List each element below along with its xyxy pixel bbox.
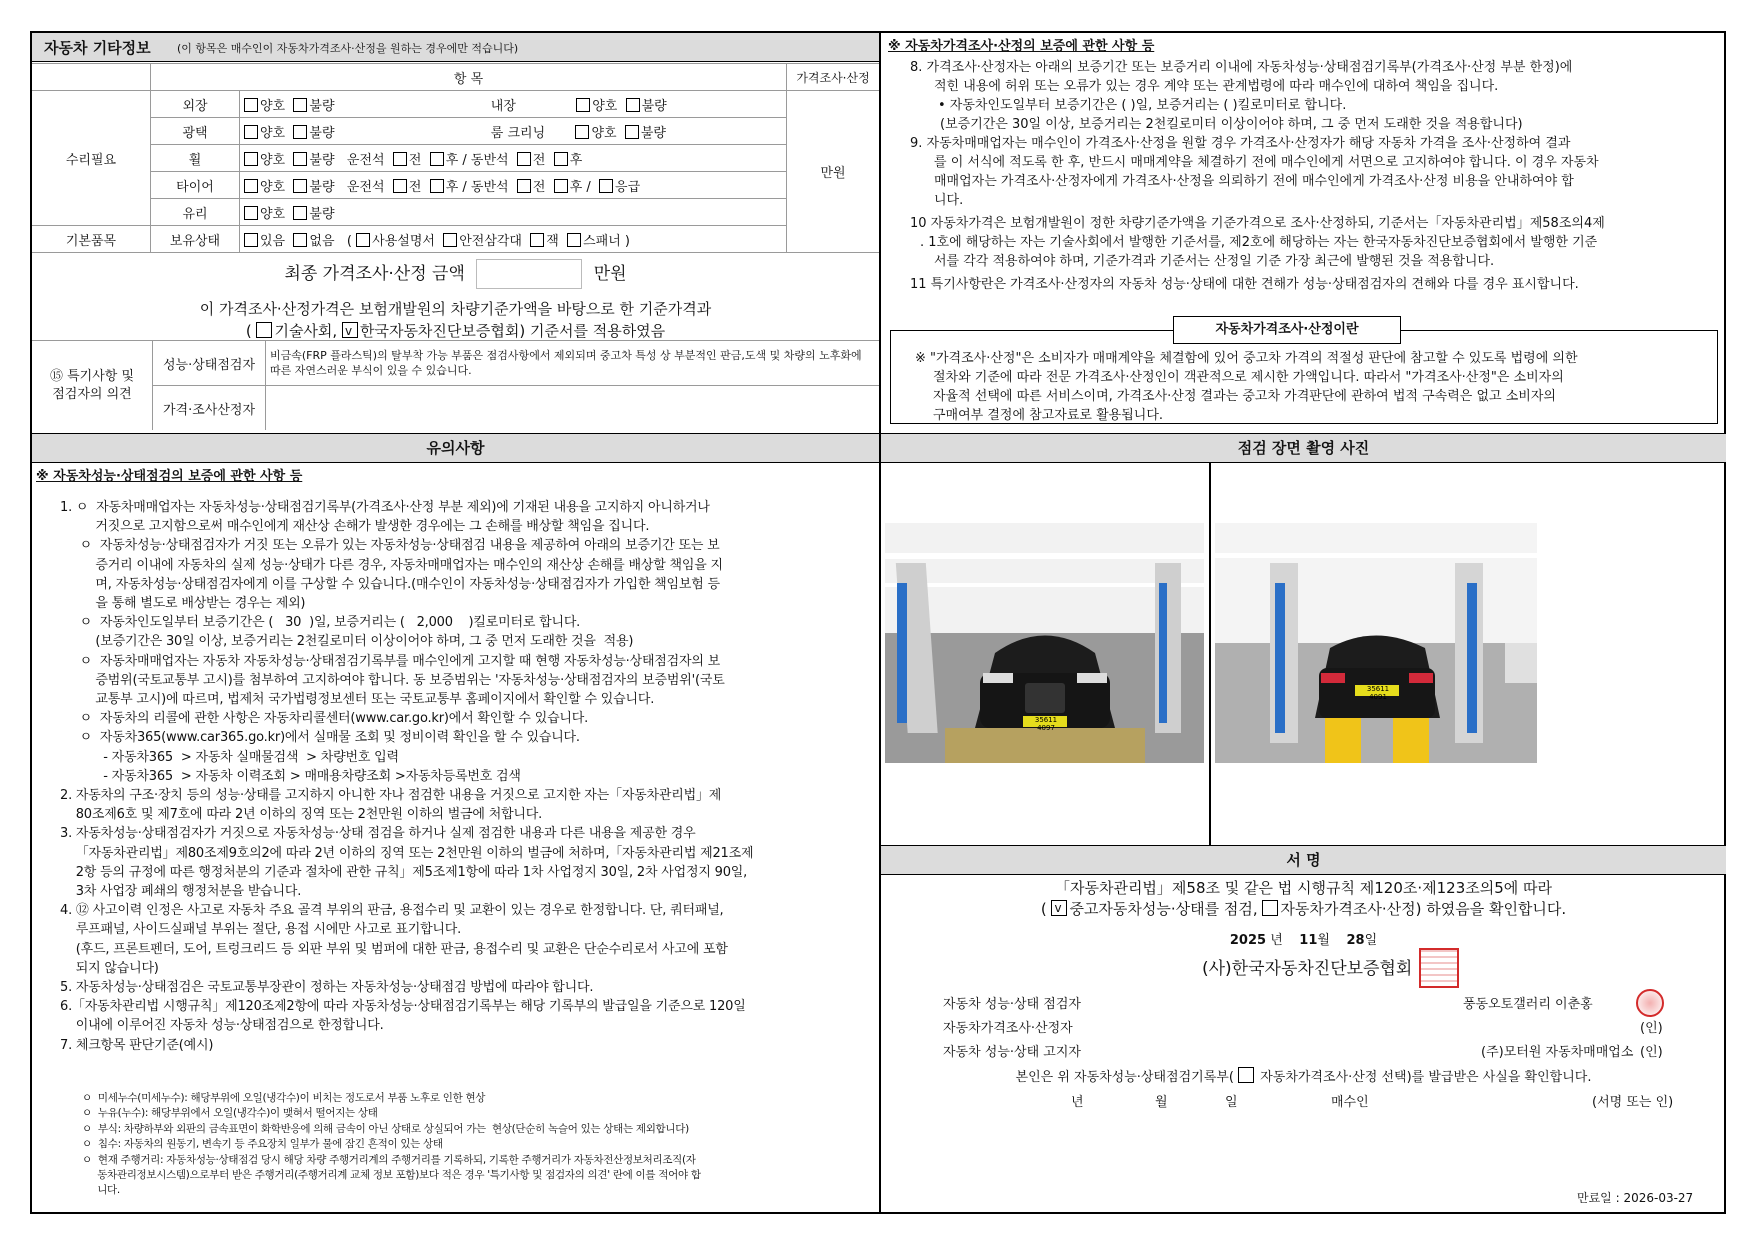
notes-line: 증범위(국토교통부 고시)를 첨부하여 고지하여야 합니다. 동 보증범위는 '자동차성능·상태점검자의 보증범위'(국토	[60, 672, 725, 688]
option-label: 양호	[592, 98, 618, 114]
item-8-line: • 자동차인도일부터 보증기간은 ( )일, 보증거리는 ( )킬로미터로 합니다.	[938, 98, 1347, 113]
signature-line-1: 「자동차관리법」제58조 및 같은 법 시행규칙 제120조·제123조의5에 따라	[1054, 879, 1553, 897]
basis-kada-checkbox[interactable]	[342, 322, 358, 338]
item-9-line: 9. 자동차매매업자는 매수인이 가격조사·산정을 원할 경우 가격조사·산정자가 해당 자동차 가격을 조사·산정하여 결과	[910, 136, 1571, 151]
notes-line: (후드, 프론트펜더, 도어, 트렁크리드 등 외판 부위 및 범퍼에 대한 판금, 용접수리 및 교환은 단순수리로서 사고에 포함	[60, 941, 728, 957]
notes-line: (보증기간은 30일 이상, 보증거리는 2천킬로미터 이상이어야 하며, 그 중 먼저 도래한 것을 적용)	[60, 634, 634, 650]
expiry-date: 만료일 : 2026-03-27	[1577, 1191, 1694, 1205]
glass-bad-checkbox[interactable]	[293, 206, 307, 220]
rear-label: 후 /	[569, 179, 591, 195]
signatories	[943, 995, 1713, 1105]
basis-line-1: 이 가격조사·산정가격은 보험개발원의 차량기준가액을 바탕으로 한 기준가격과	[199, 300, 712, 318]
buyer-signature-row	[881, 1091, 1726, 1111]
price-guarantee-text	[910, 58, 1720, 294]
criteria-line: 니다.	[82, 1184, 120, 1197]
gloss-bad-checkbox[interactable]	[293, 125, 307, 139]
notes-line: 증거리 이내에 자동차의 실제 성능·상태가 다른 경우, 자동차매매업자는 매수인의 재산상 손해를 배상할 책임을 지	[60, 557, 723, 573]
notes-line: 되지 않습니다)	[60, 960, 159, 976]
item-9-line: 매매업자는 가격조사·산정자에게 가격조사·산정을 의뢰하기 전에 매수인에게 가격조사·산정 비용을 안내하여야 합	[934, 174, 1574, 189]
date-month-unit: 월	[1317, 933, 1330, 948]
photos-section-bar: 점검 장면 촬영 사진	[881, 433, 1726, 463]
signature-section-bar: 서 명	[881, 845, 1726, 875]
signature-date	[881, 929, 1726, 948]
spanner-label: 스패너 )	[583, 233, 630, 249]
signature-statement	[881, 878, 1726, 920]
notes-line: ㅇ 자동차365(www.car365.go.kr)에서 실매물 조회 및 정비이력 확인을 할 수 있습니다.	[60, 730, 580, 746]
row-room-cleaning-label: 룸 크리닝	[490, 125, 546, 141]
price-guarantee-heading: ※ 자동차가격조사·산정의 보증에 관한 사항 등	[888, 39, 1155, 54]
signature-line-2	[881, 899, 1726, 920]
notes-line: 교통부 고시)에 따르며, 법제처 국가법령정보센터 또는 국토교통부 홈페이지에서 확인할 수 있습니다.	[60, 692, 655, 708]
price-unit-cell: 만원	[787, 91, 880, 253]
appraiser-label: 자동차가격조사·산정자	[943, 1021, 1073, 1036]
row-glass-options	[240, 199, 787, 226]
buyer-price-checkbox[interactable]	[1238, 1067, 1254, 1083]
final-price-unit: 만원	[593, 264, 627, 284]
paren-label: (	[245, 322, 252, 340]
option-label: 불량	[309, 179, 335, 195]
definition-line: 구매여부 결정에 참고자료로 활용됩니다.	[933, 408, 1164, 423]
notes-line: 2. 자동차의 구조·장치 등의 성능·상태를 고지하지 아니한 자나 점검한 내용을 거짓으로 고지한 자는「자동차관리법」제	[60, 788, 722, 804]
row-wheel-label: 휠	[151, 145, 240, 172]
notifier-seal-label: (인)	[1640, 1045, 1663, 1060]
price-definition-text	[915, 349, 1705, 425]
row-exterior-options	[240, 91, 787, 118]
criteria-line: ㅇ 부식: 차량하부와 외판의 금속표면이 화학반응에 의해 금속이 아닌 상태로 상실되어 가는 현상(단순히 녹슬어 있는 상태는 제외합니다)	[82, 1122, 689, 1135]
notes-line: ㅇ 자동차의 리콜에 관한 사항은 자동차리콜센터(www.car.go.kr)에서 확인할 수 있습니다.	[60, 711, 589, 727]
basis-statement	[32, 298, 879, 342]
row-gloss-options	[240, 118, 787, 145]
front-plate-text: 35611 4097	[1034, 716, 1058, 732]
buyer-date-year: 년	[1071, 1095, 1084, 1110]
room-cleaning-bad-checkbox[interactable]	[625, 125, 639, 139]
row-interior-label: 내장	[490, 98, 516, 114]
car-rear-photo-icon	[1215, 523, 1537, 763]
option-label: 양호	[591, 125, 617, 141]
item-10-line: 서를 각각 적용하여야 하며, 기준가격과 기준서는 산정일 기준 가장 최근에 발행된 것을 적용합니다.	[934, 254, 1495, 269]
buyer-date-month: 월	[1155, 1095, 1168, 1110]
manual-label: 사용설명서	[372, 233, 435, 249]
notifier-name: (주)모터원 자동차매매업소	[1481, 1045, 1634, 1060]
have-label: 있음	[260, 233, 286, 249]
front-label: 전	[532, 179, 546, 195]
basis-line-2	[32, 320, 879, 342]
special-remarks-label-1: ⑮ 특기사항 및	[49, 368, 135, 384]
tire-passenger-front-checkbox[interactable]	[517, 179, 531, 193]
basis-tech-society-label: 기술사회,	[274, 322, 338, 340]
notes-line: 3. 자동차성능·상태점검자가 거짓으로 자동차성능·상태 점검을 하거나 실제 점검한 내용과 다른 내용을 제공한 경우	[60, 826, 696, 842]
group-basic-label: 기본품목	[32, 226, 151, 253]
notes-line: - 자동차365 > 자동차 실매물검색 > 차량번호 입력	[60, 749, 399, 765]
inspection-photo-front	[885, 523, 1204, 763]
notes-line: 이내에 이루어진 자동차 성능·상태점검으로 한정합니다.	[60, 1018, 384, 1034]
rear-label: 후	[569, 152, 583, 168]
row-holding-options	[240, 226, 787, 253]
row-tire-options	[240, 172, 787, 199]
inspection-label: 중고자동차성능·상태를 점검,	[1069, 900, 1258, 918]
notes-line: 을 통해 별도로 배상받는 경우는 제외)	[60, 596, 306, 612]
notes-line: 6.「자동차관리법 시행규칙」제120조제2항에 따라 자동차성능·상태점검기록부는 해당 기록부의 발급일을 기준으로 120일	[60, 999, 746, 1015]
tire-driver-front-checkbox[interactable]	[393, 179, 407, 193]
notes-list	[60, 498, 875, 1055]
row-gloss-label: 광택	[151, 118, 240, 145]
inspector-seal-icon	[1636, 989, 1664, 1017]
notes-line: ㅇ 자동차매매업자는 자동차 자동차성능·상태점검기록부를 매수인에게 고지할 때 현행 자동차성능·상태점검자의 보	[60, 653, 721, 669]
inspector-opinion-label: 성능·상태점검자	[153, 341, 266, 386]
gloss-good-checkbox[interactable]	[244, 125, 258, 139]
buyer-sign-label: (서명 또는 인)	[1592, 1095, 1674, 1110]
date-year: 2025	[1229, 933, 1267, 948]
basis-tech-society-checkbox[interactable]	[256, 322, 272, 338]
final-price-input[interactable]	[476, 259, 582, 289]
notes-line: 루프패널, 사이드실패널 부위는 절단, 용접 시에만 사고로 표기합니다.	[60, 922, 462, 938]
row-wheel-options	[240, 145, 787, 172]
front-label: 전	[532, 152, 546, 168]
inspector-opinion-text: 비금속(FRP 플라스틱)의 탈부착 가능 부품은 점검사항에서 제외되며 중고차 특성 상 부분적인 판금,도색 및 차량의 노후화에 따른 자연스러운 부식이 있을 수 있습니다.	[266, 341, 880, 386]
final-price-label: 최종 가격조사·산정 금액	[284, 264, 465, 284]
notes-line: 4. ⑫ 사고이력 인정은 사고로 자동차 주요 골격 부위의 판금, 용접수리 및 교환이 있는 경우로 한정합니다. 단, 쿼터패널,	[60, 903, 724, 919]
option-label: 양호	[260, 125, 286, 141]
row-tire-label: 타이어	[151, 172, 240, 199]
none-label: 없음	[309, 233, 335, 249]
definition-line: 절차와 기준에 따라 전문 가격조사·산정인이 객관적으로 제시한 가액입니다. 따라서 "가격조사·산정"은 소비자의	[933, 370, 1564, 385]
wheel-good-checkbox[interactable]	[244, 152, 258, 166]
buyer-label: 매수인	[1331, 1095, 1369, 1110]
item-9-line: 니다.	[934, 193, 964, 208]
date-day: 28	[1346, 933, 1365, 948]
notes-line: 2항 등의 규정에 따른 행정처분의 기준과 절차에 관한 규칙」제5조제1항에 따라 1차 사업정지 30일, 2차 사업정지 90일,	[60, 864, 748, 880]
special-remarks-table	[32, 340, 879, 430]
holding-none-checkbox[interactable]	[293, 233, 307, 247]
row-glass-label: 유리	[151, 199, 240, 226]
option-label: 양호	[260, 179, 286, 195]
option-label: 양호	[260, 98, 286, 114]
notes-line: 7. 체크항목 판단기준(예시)	[60, 1037, 214, 1053]
paren-label: (	[1040, 900, 1047, 918]
item-8-line: 적힌 내용에 허위 또는 오류가 있는 경우 계약 또는 관계법령에 따라 매수인에 대하여 책임을 집니다.	[934, 79, 1499, 94]
option-label: 불량	[309, 206, 335, 222]
interior-good-checkbox[interactable]	[576, 98, 590, 112]
item-11-line: 11 특기사항란은 가격조사·산정자의 자동차 성능·상태에 대한 견해가 성능·상태점검자의 견해와 다를 경우 표시합니다.	[910, 277, 1579, 292]
price-appraisal-checkbox[interactable]	[1262, 900, 1278, 916]
notes-line: - 자동차365 > 자동차 이력조회 > 매매용차량조회 >자동차등록번호 검색	[60, 768, 521, 784]
notes-line: ㅇ 자동차성능·상태점검자가 거짓 또는 오류가 있는 자동차성능·상태점검 내용을 제공하여 아래의 보증기간 또는 보	[60, 538, 720, 554]
rear-plate-text: 35611 4091	[1366, 685, 1390, 701]
notes-line: 1. ㅇ 자동차매매업자는 자동차성능·상태점검기록부(가격조사·산정 부분 제외)에 기재된 내용을 고지하지 아니하거나	[60, 500, 710, 515]
option-label: 불량	[309, 125, 335, 141]
basis-kada-label: 한국자동차진단보증협회) 기준서를 적용하였음	[359, 322, 666, 340]
criteria-line: 동차관리정보시스템)으로부터 받은 주행거리(주행거리계 교체 정보 포함)보다 적은 경우 '특기사항 및 점검자의 의견' 란에 이를 적어야 합	[82, 1169, 701, 1182]
tire-passenger-rear-checkbox[interactable]	[554, 179, 568, 193]
other-info-header	[32, 33, 879, 62]
photo-divider	[1209, 462, 1211, 845]
notes-section-bar: 유의사항	[32, 433, 879, 463]
option-label: 양호	[260, 152, 286, 168]
wheel-passenger-front-checkbox[interactable]	[517, 152, 531, 166]
notes-line: 3차 사업장 폐쇄의 행정처분을 받습니다.	[60, 884, 302, 900]
row-exterior-label: 외장	[151, 91, 240, 118]
row-holding-label: 보유상태	[151, 226, 240, 253]
interior-bad-checkbox[interactable]	[626, 98, 640, 112]
inspection-form-page	[30, 31, 1726, 1214]
date-year-unit: 년	[1270, 933, 1283, 948]
item-10-line: 10 자동차가격은 보험개발원이 정한 차량기준가액을 기준가격으로 조사·산정하되, 기준서는「자동차관리법」제58조의4제	[910, 216, 1605, 231]
association-name: (사)한국자동차진단보증협회	[1202, 959, 1413, 979]
spanner-checkbox[interactable]	[567, 233, 581, 247]
notes-line: 거짓으로 고지함으로써 매수인에게 재산상 손해가 발생한 경우에는 그 손해를 배상할 책임을 집니다.	[60, 519, 650, 535]
price-definition-box	[890, 322, 1718, 424]
criteria-line: ㅇ 침수: 자동차의 원동기, 변속기 등 주요장치 일부가 물에 잠긴 흔적이 있는 상태	[82, 1138, 443, 1151]
rear-passenger-label: 후 / 동반석	[445, 152, 509, 168]
option-label: 불량	[640, 125, 666, 141]
definition-line: 자율적 선택에 따른 서비스이며, 가격조사·산정 결과는 중고차 가격판단에 관하여 법적 구속력은 없고 소비자의	[933, 389, 1556, 404]
option-label: 불량	[309, 152, 335, 168]
inspector-name: 풍동오토갤러리 이춘홍	[1463, 997, 1593, 1012]
wheel-driver-rear-checkbox[interactable]	[430, 152, 444, 166]
jack-checkbox[interactable]	[530, 233, 544, 247]
notes-line: ㅇ 자동차인도일부터 보증기간은 ( 30 )일, 보증거리는 ( 2,000 )킬로미터로 합니다.	[60, 615, 581, 631]
tire-driver-rear-checkbox[interactable]	[430, 179, 444, 193]
tire-emergency-checkbox[interactable]	[599, 179, 613, 193]
glass-good-checkbox[interactable]	[244, 206, 258, 220]
association-seal-icon	[1419, 948, 1459, 988]
notes-line: 며, 자동차성능·상태점검자에게 이를 구상할 수 있습니다.(매수인이 자동차성능·상태점검자가 가입한 책임보험 등	[60, 576, 720, 592]
exterior-bad-checkbox[interactable]	[293, 98, 307, 112]
notes-line: 5. 자동차성능·상태점검은 국토교통부장관이 정하는 자동차성능·상태점검 방법에 따라야 합니다.	[60, 980, 594, 996]
notifier-label: 자동차 성능·상태 고지자	[943, 1045, 1081, 1060]
appraiser-seal-label: (인)	[1640, 1021, 1663, 1036]
notes-line: 80조제6호 및 제7호에 따라 2년 이하의 징역 또는 2천만원 이하의 벌금에 처합니다.	[60, 807, 543, 823]
date-month: 11	[1299, 933, 1318, 948]
buyer-date-day: 일	[1225, 1095, 1238, 1110]
wheel-passenger-rear-checkbox[interactable]	[554, 152, 568, 166]
column-divider	[879, 33, 881, 1214]
tire-good-checkbox[interactable]	[244, 179, 258, 193]
triangle-checkbox[interactable]	[443, 233, 457, 247]
special-remarks-label	[32, 341, 153, 431]
other-info-note: (이 항목은 매수인이 자동차가격조사·산정을 원하는 경우에만 적습니다)	[177, 42, 519, 55]
col-price-header: 가격조사·산정	[787, 64, 880, 91]
criteria-list	[82, 1091, 877, 1199]
paren-label: (	[346, 233, 352, 249]
price-definition-title: 자동차가격조사·산정이란	[1173, 316, 1401, 344]
criteria-line: ㅇ 현재 주행거리: 자동차성능·상태점검 당시 해당 차량 주행거리계의 주행거리를 기록하되, 기록한 주행거리가 자동차전산정보처리조직(자	[82, 1153, 696, 1166]
wheel-bad-checkbox[interactable]	[293, 152, 307, 166]
tire-bad-checkbox[interactable]	[293, 179, 307, 193]
jack-label: 잭	[546, 233, 559, 249]
inspection-photo-rear	[1215, 523, 1537, 763]
inspector-label: 자동차 성능·상태 점검자	[943, 997, 1081, 1012]
option-label: 양호	[260, 206, 286, 222]
holding-have-checkbox[interactable]	[244, 233, 258, 247]
front-label: 전	[408, 152, 422, 168]
buyer-confirm-text-b: 자동차가격조사·산정 선택)를 발급받은 사실을 확인합니다.	[1260, 1070, 1592, 1085]
appraiser-opinion-text	[266, 386, 880, 431]
final-price-row	[32, 259, 879, 289]
special-remarks-label-2: 점검자의 의견	[52, 386, 132, 402]
col-item-header: 항 목	[151, 64, 787, 91]
date-day-unit: 일	[1364, 933, 1378, 948]
price-appraisal-label: 자동차가격조사·산정) 하였음을 확인합니다.	[1280, 900, 1567, 918]
item-10-line: . 1호에 해당하는 자는 기술사회에서 발행한 기준서를, 제2호에 해당하는 자는 한국자동차진단보증협회에서 발행한 기준	[920, 235, 1598, 250]
notes-heading: ※ 자동차성능·상태점검의 보증에 관한 사항 등	[36, 469, 303, 484]
buyer-confirm	[881, 1066, 1726, 1085]
wheel-driver-front-checkbox[interactable]	[393, 152, 407, 166]
other-info-title: 자동차 기타정보	[44, 39, 151, 57]
manual-checkbox[interactable]	[356, 233, 370, 247]
driver-seat-label: 운전석	[346, 152, 385, 168]
inspection-checkbox[interactable]	[1051, 900, 1067, 916]
emergency-label: 응급	[615, 179, 641, 195]
room-cleaning-good-checkbox[interactable]	[575, 125, 589, 139]
buyer-confirm-text-a: 본인은 위 자동차성능·상태점검기록부(	[1015, 1070, 1234, 1085]
definition-line: ※ "가격조사·산정"은 소비자가 매매계약을 체결함에 있어 중고차 가격의 적절성 판단에 참고할 수 있도록 법령에 의한	[915, 351, 1578, 366]
item-8-line: (보증기간은 30일 이상, 보증거리는 2천킬로미터 이상이어야 하며, 그 중 먼저 도래한 것을 적용합니다)	[940, 117, 1523, 132]
item-8-line: 8. 가격조사·산정자는 아래의 보증기간 또는 보증거리 이내에 자동차성능·상태점검기록부(가격조사·산정 부분 한정)에	[910, 60, 1573, 75]
front-label: 전	[408, 179, 422, 195]
driver-seat-label: 운전석	[346, 179, 385, 195]
notes-line: 「자동차관리법」제80조제9호의2에 따라 2년 이하의 징역 또는 2천만원 이하의 벌금에 처하며,「자동차관리법 제21조제	[60, 845, 754, 861]
other-info-table	[32, 63, 879, 253]
rear-passenger-label: 후 / 동반석	[445, 179, 509, 195]
exterior-good-checkbox[interactable]	[244, 98, 258, 112]
option-label: 불량	[309, 98, 335, 114]
criteria-line: ㅇ 누유(누수): 해당부위에서 오일(냉각수)이 맺혀서 떨어지는 상태	[82, 1107, 378, 1120]
group-repair-label: 수리필요	[32, 91, 151, 226]
appraiser-opinion-label: 가격·조사산정자	[153, 386, 266, 431]
item-9-line: 를 이 서식에 적도록 한 후, 반드시 매매계약을 체결하기 전에 매수인에게 서면으로 고지하여야 합니다. 이 경우 자동차	[934, 155, 1599, 170]
triangle-label: 안전삼각대	[459, 233, 522, 249]
criteria-line: ㅇ 미세누수(미세누수): 해당부위에 오일(냉각수)이 비치는 정도로서 부품 노후로 인한 현상	[82, 1092, 486, 1104]
option-label: 불량	[641, 98, 667, 114]
